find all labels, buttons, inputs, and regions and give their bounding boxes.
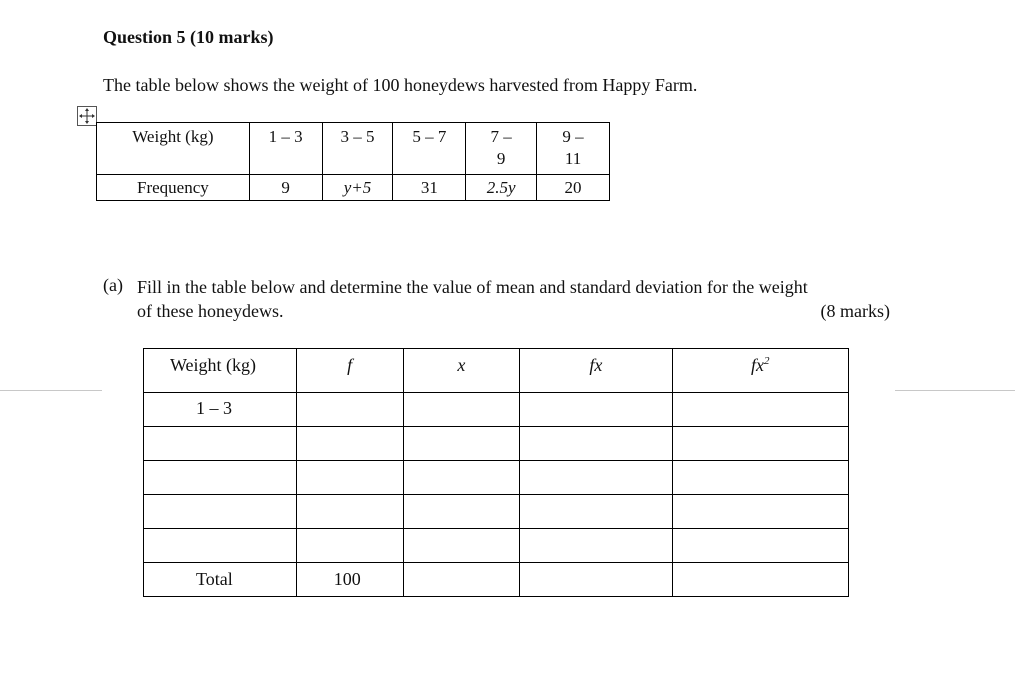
weight-cell[interactable]	[144, 495, 297, 529]
page-margin-line-right	[895, 390, 1015, 391]
first-row-weight: 1 – 3	[196, 398, 232, 418]
total-f: 100	[333, 569, 361, 589]
part-a-text	[137, 275, 895, 323]
total-fx-cell[interactable]	[520, 563, 672, 597]
frequency-table	[96, 122, 610, 201]
frequency-5: 20	[564, 177, 582, 197]
header-f: f	[347, 355, 353, 375]
page-margin-line-left	[0, 390, 102, 391]
class-5-label-line2: 11	[564, 149, 582, 168]
weight-cell[interactable]	[144, 461, 297, 495]
table-row	[144, 529, 849, 563]
weight-cell[interactable]	[144, 427, 297, 461]
header-fx-cell	[520, 349, 672, 393]
header-weight: Weight (kg)	[170, 355, 257, 375]
class-4-label-line1: 7 –	[490, 127, 512, 146]
total-f-cell	[296, 563, 403, 597]
class-4-label-line2: 9	[496, 149, 506, 168]
total-label-cell	[144, 563, 297, 597]
fx2-cell[interactable]	[672, 495, 848, 529]
f-cell[interactable]	[296, 529, 403, 563]
frequency-label: Frequency	[136, 177, 209, 197]
header-f-cell	[296, 349, 403, 393]
class-3-label: 5 – 7	[412, 127, 447, 146]
f-cell[interactable]	[296, 495, 403, 529]
question-intro: The table below shows the weight of 100 honeydews harvested from Happy Farm.	[103, 75, 698, 95]
frequency-label-cell	[97, 175, 250, 201]
class-2-label: 3 – 5	[340, 127, 375, 146]
frequency-cell	[249, 175, 322, 201]
class-1-label: 1 – 3	[268, 127, 303, 146]
total-x-cell[interactable]	[403, 563, 520, 597]
header-fx: fx	[589, 355, 603, 375]
part-a-label: (a)	[103, 275, 123, 295]
weight-cell[interactable]	[144, 393, 297, 427]
total-fx2-cell[interactable]	[672, 563, 848, 597]
table-row	[144, 495, 849, 529]
frequency-4: 2.5y	[486, 177, 516, 197]
weight-label: Weight (kg)	[132, 127, 214, 146]
frequency-cell	[393, 175, 466, 201]
frequency-2: y+5	[343, 177, 372, 197]
x-cell[interactable]	[403, 495, 520, 529]
fx2-cell[interactable]	[672, 461, 848, 495]
frequency-cell	[322, 175, 393, 201]
fx-cell[interactable]	[520, 427, 672, 461]
part-a-line2: of these honeydews.	[137, 301, 284, 321]
fx2-cell[interactable]	[672, 393, 848, 427]
x-cell[interactable]	[403, 427, 520, 461]
f-cell[interactable]	[296, 393, 403, 427]
weight-label-cell	[97, 123, 250, 175]
fx-cell[interactable]	[520, 495, 672, 529]
question-title: Question 5 (10 marks)	[103, 27, 274, 47]
part-a-marks: (8 marks)	[820, 301, 890, 321]
f-cell[interactable]	[296, 461, 403, 495]
frequency-cell	[466, 175, 537, 201]
header-fx2-sup: 2	[764, 355, 770, 367]
header-fx2	[673, 349, 848, 376]
header-x-cell	[403, 349, 520, 393]
x-cell[interactable]	[403, 393, 520, 427]
fx-cell[interactable]	[520, 461, 672, 495]
header-x: x	[457, 355, 466, 375]
x-cell[interactable]	[403, 529, 520, 563]
frequency-cell	[537, 175, 610, 201]
frequency-1: 9	[281, 177, 290, 197]
class-cell	[249, 123, 322, 175]
x-cell[interactable]	[403, 461, 520, 495]
table-row	[144, 461, 849, 495]
header-fx2-base: fx	[751, 355, 765, 375]
f-cell[interactable]	[296, 427, 403, 461]
table-move-handle-icon[interactable]	[77, 106, 97, 126]
fx-cell[interactable]	[520, 529, 672, 563]
total-row	[144, 563, 849, 597]
total-label: Total	[196, 569, 233, 589]
fx2-cell[interactable]	[672, 529, 848, 563]
table-row	[144, 427, 849, 461]
header-fx2-cell	[672, 349, 848, 393]
frequency-3: 31	[420, 177, 438, 197]
header-weight-cell	[144, 349, 297, 393]
class-cell	[322, 123, 393, 175]
class-cell	[537, 123, 610, 175]
class-5-label-line1: 9 –	[562, 127, 584, 146]
part-a-line1: Fill in the table below and determine the value of mean and standard deviation for the weight	[137, 277, 808, 297]
fx-cell[interactable]	[520, 393, 672, 427]
class-cell	[466, 123, 537, 175]
fx2-cell[interactable]	[672, 427, 848, 461]
answer-table	[143, 348, 849, 597]
table-row	[144, 393, 849, 427]
class-cell	[393, 123, 466, 175]
weight-cell[interactable]	[144, 529, 297, 563]
